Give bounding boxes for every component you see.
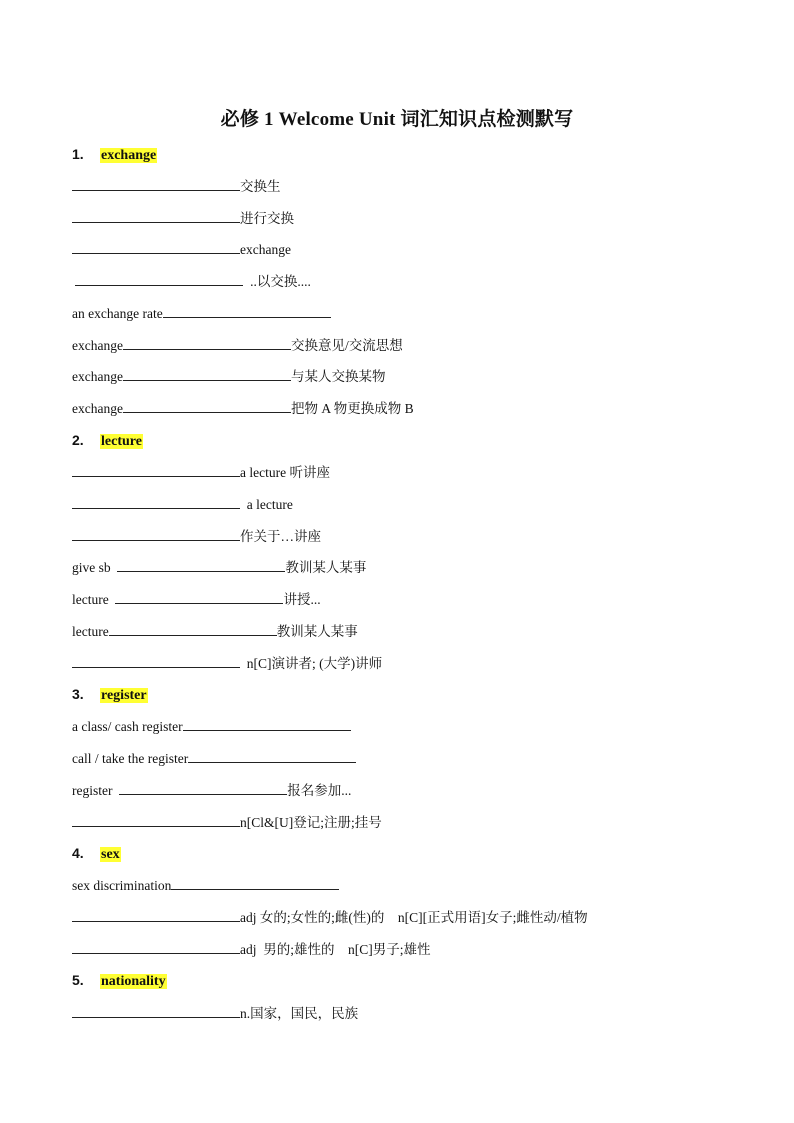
vocab-line: exchange bbox=[72, 240, 291, 259]
page-title: 必修 1 Welcome Unit 词汇知识点检测默写 bbox=[220, 109, 574, 130]
answer-blank[interactable] bbox=[72, 1004, 240, 1018]
section-heading-sex bbox=[72, 844, 121, 864]
vocab-line: an exchange rate bbox=[72, 304, 331, 323]
section-word: exchange bbox=[101, 148, 157, 163]
vocab-line: n[C]演讲者; (大学)讲师 bbox=[72, 654, 382, 673]
section-heading-nationality bbox=[72, 971, 167, 991]
answer-blank[interactable] bbox=[171, 876, 339, 890]
answer-blank[interactable] bbox=[72, 527, 240, 541]
answer-blank[interactable] bbox=[115, 590, 283, 604]
section-heading-register bbox=[72, 685, 148, 705]
vocab-line: n.国家，国民，民族 bbox=[72, 1004, 358, 1023]
vocab-line: exchange 把物 A 物更换成物 B bbox=[72, 401, 414, 416]
answer-blank[interactable] bbox=[72, 240, 240, 254]
answer-blank[interactable] bbox=[72, 209, 240, 223]
vocab-line: sex discrimination bbox=[72, 876, 339, 895]
vocab-line: a lecture bbox=[72, 495, 293, 514]
vocab-line: exchange 与某人交换某物 bbox=[72, 369, 386, 384]
vocab-line: lecture 教训某人某事 bbox=[72, 624, 358, 639]
answer-blank[interactable] bbox=[72, 654, 240, 668]
vocab-line: a class/ cash register bbox=[72, 717, 351, 736]
vocab-line: exchange 交换意见/交流思想 bbox=[72, 338, 403, 353]
section-number: 5. bbox=[72, 972, 84, 988]
answer-blank[interactable] bbox=[117, 558, 285, 572]
vocab-line: adj 女的;女性的;雌(性)的 n[C][正式用语]女子;雌性动/植物 bbox=[72, 908, 588, 927]
vocab-line: a lecture 听讲座 bbox=[72, 463, 330, 482]
answer-blank[interactable] bbox=[72, 177, 240, 191]
section-heading-lecture bbox=[72, 431, 143, 451]
answer-blank[interactable] bbox=[183, 717, 351, 731]
vocab-line: ..以交换.... bbox=[72, 272, 311, 291]
answer-blank[interactable] bbox=[72, 940, 240, 954]
answer-blank[interactable] bbox=[75, 272, 243, 286]
vocab-line: lecture 讲授... bbox=[72, 592, 321, 607]
section-number: 1. bbox=[72, 146, 84, 162]
vocab-line: 交换生 bbox=[72, 177, 281, 196]
answer-blank[interactable] bbox=[123, 399, 291, 413]
section-word: nationality bbox=[101, 974, 166, 989]
vocab-line: 作关于…讲座 bbox=[72, 527, 321, 546]
answer-blank[interactable] bbox=[163, 304, 331, 318]
vocab-line: adj 男的;雄性的 n[C]男子;雄性 bbox=[72, 940, 431, 959]
section-word: register bbox=[101, 688, 147, 703]
vocab-line: register 报名参加... bbox=[72, 783, 352, 798]
answer-blank[interactable] bbox=[72, 813, 240, 827]
section-number: 2. bbox=[72, 432, 84, 448]
section-number: 3. bbox=[72, 686, 84, 702]
answer-blank[interactable] bbox=[72, 463, 240, 477]
vocab-line: call / take the register bbox=[72, 749, 356, 768]
section-number: 4. bbox=[72, 845, 84, 861]
answer-blank[interactable] bbox=[188, 749, 356, 763]
answer-blank[interactable] bbox=[72, 495, 240, 509]
answer-blank[interactable] bbox=[119, 781, 287, 795]
vocab-line: 进行交换 bbox=[72, 209, 294, 228]
vocab-line: n[Cl&[U]登记;注册;挂号 bbox=[72, 813, 382, 832]
answer-blank[interactable] bbox=[123, 336, 291, 350]
answer-blank[interactable] bbox=[72, 908, 240, 922]
vocab-line: give sb 教训某人某事 bbox=[72, 560, 367, 575]
section-heading-exchange bbox=[72, 145, 157, 165]
section-word: lecture bbox=[101, 434, 142, 449]
section-word: sex bbox=[101, 847, 120, 862]
answer-blank[interactable] bbox=[109, 622, 277, 636]
answer-blank[interactable] bbox=[123, 367, 291, 381]
